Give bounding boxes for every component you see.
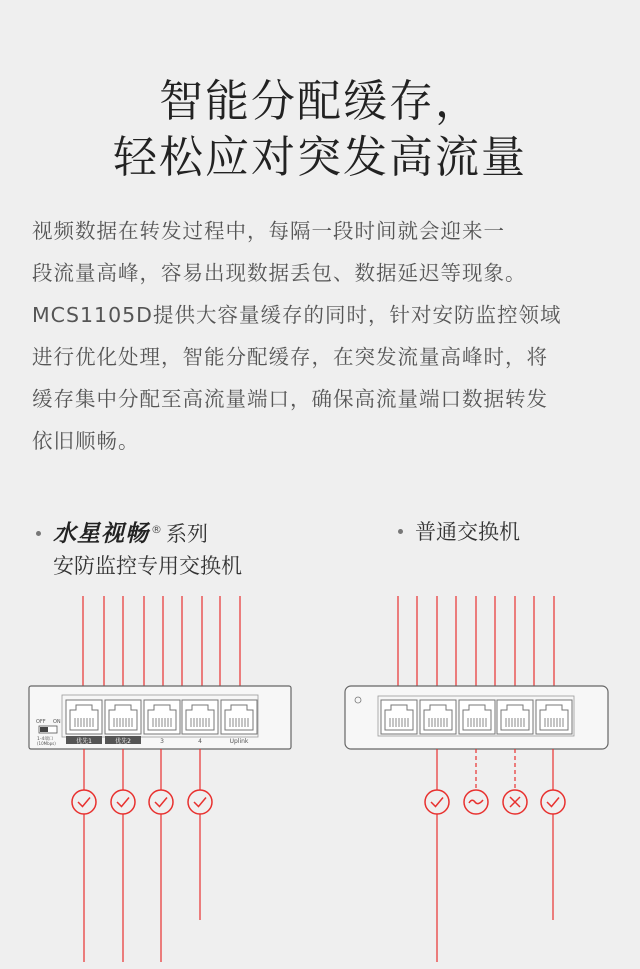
paragraph-line: 依旧顺畅。 — [32, 429, 140, 453]
dip-off-label: OFF — [36, 719, 46, 725]
right-port-5 — [536, 700, 572, 734]
left-port-2 — [105, 700, 141, 734]
left-port-1 — [66, 700, 102, 734]
paragraph-line: 视频数据在转发过程中，每隔一段时间就会迎来一 — [32, 219, 505, 243]
paragraph-line: 缓存集中分配至高流量端口，确保高流量端口数据转发 — [32, 387, 548, 411]
cross-icon — [503, 790, 527, 814]
right-switch-label — [398, 516, 520, 548]
dip-caption-1: 1-4端口 — [37, 737, 54, 742]
paragraph-line: 段流量高峰，容易出现数据丢包、数据延迟等现象。 — [32, 261, 527, 285]
port-label-4: 4 — [198, 738, 202, 745]
right-port-3 — [459, 700, 495, 734]
unstable-wave-icon — [464, 790, 488, 814]
right-port-2 — [420, 700, 456, 734]
check-icon — [72, 790, 96, 814]
left-incoming-lines — [83, 596, 240, 686]
page-title-line-1: 智能分配缓存， — [159, 76, 481, 127]
registered-mark: ® — [151, 523, 162, 536]
left-switch-label — [36, 514, 242, 582]
check-icon — [188, 790, 212, 814]
port-label-uplink: Uplink — [229, 738, 249, 745]
check-icon — [149, 790, 173, 814]
switch-comparison-diagram — [0, 590, 640, 969]
right-switch-title: 普通交换机 — [415, 520, 520, 544]
left-outgoing-lines — [84, 749, 200, 962]
left-port-4 — [182, 700, 218, 734]
right-port-1 — [381, 700, 417, 734]
port-label-3: 3 — [160, 738, 164, 745]
left-switch-subtitle: 安防监控专用交换机 — [53, 554, 242, 578]
right-incoming-lines — [398, 596, 554, 686]
paragraph-line: 进行优化处理，智能分配缓存，在突发流量高峰时，将 — [32, 345, 548, 369]
check-icon — [111, 790, 135, 814]
left-port-uplink — [221, 700, 257, 734]
paragraph-line: MCS1105D提供大容量缓存的同时，针对安防监控领域 — [32, 303, 562, 327]
page-title-line-2: 轻松应对突发高流量 — [113, 132, 527, 183]
port-label-priority2: 优先2 — [115, 738, 131, 745]
description-paragraph — [32, 210, 612, 462]
bullet-icon — [398, 529, 403, 534]
dip-on-label: ON — [53, 719, 61, 725]
series-text: 系列 — [166, 522, 208, 546]
bullet-icon — [36, 531, 41, 536]
left-port-3 — [144, 700, 180, 734]
dip-caption-2: (10Mbps) — [37, 741, 56, 746]
right-outgoing-lines — [437, 749, 553, 962]
check-icon — [425, 790, 449, 814]
right-port-4 — [497, 700, 533, 734]
check-icon — [541, 790, 565, 814]
port-label-priority1: 优先1 — [76, 738, 92, 745]
brand-name: 水星视畅 — [53, 521, 149, 547]
